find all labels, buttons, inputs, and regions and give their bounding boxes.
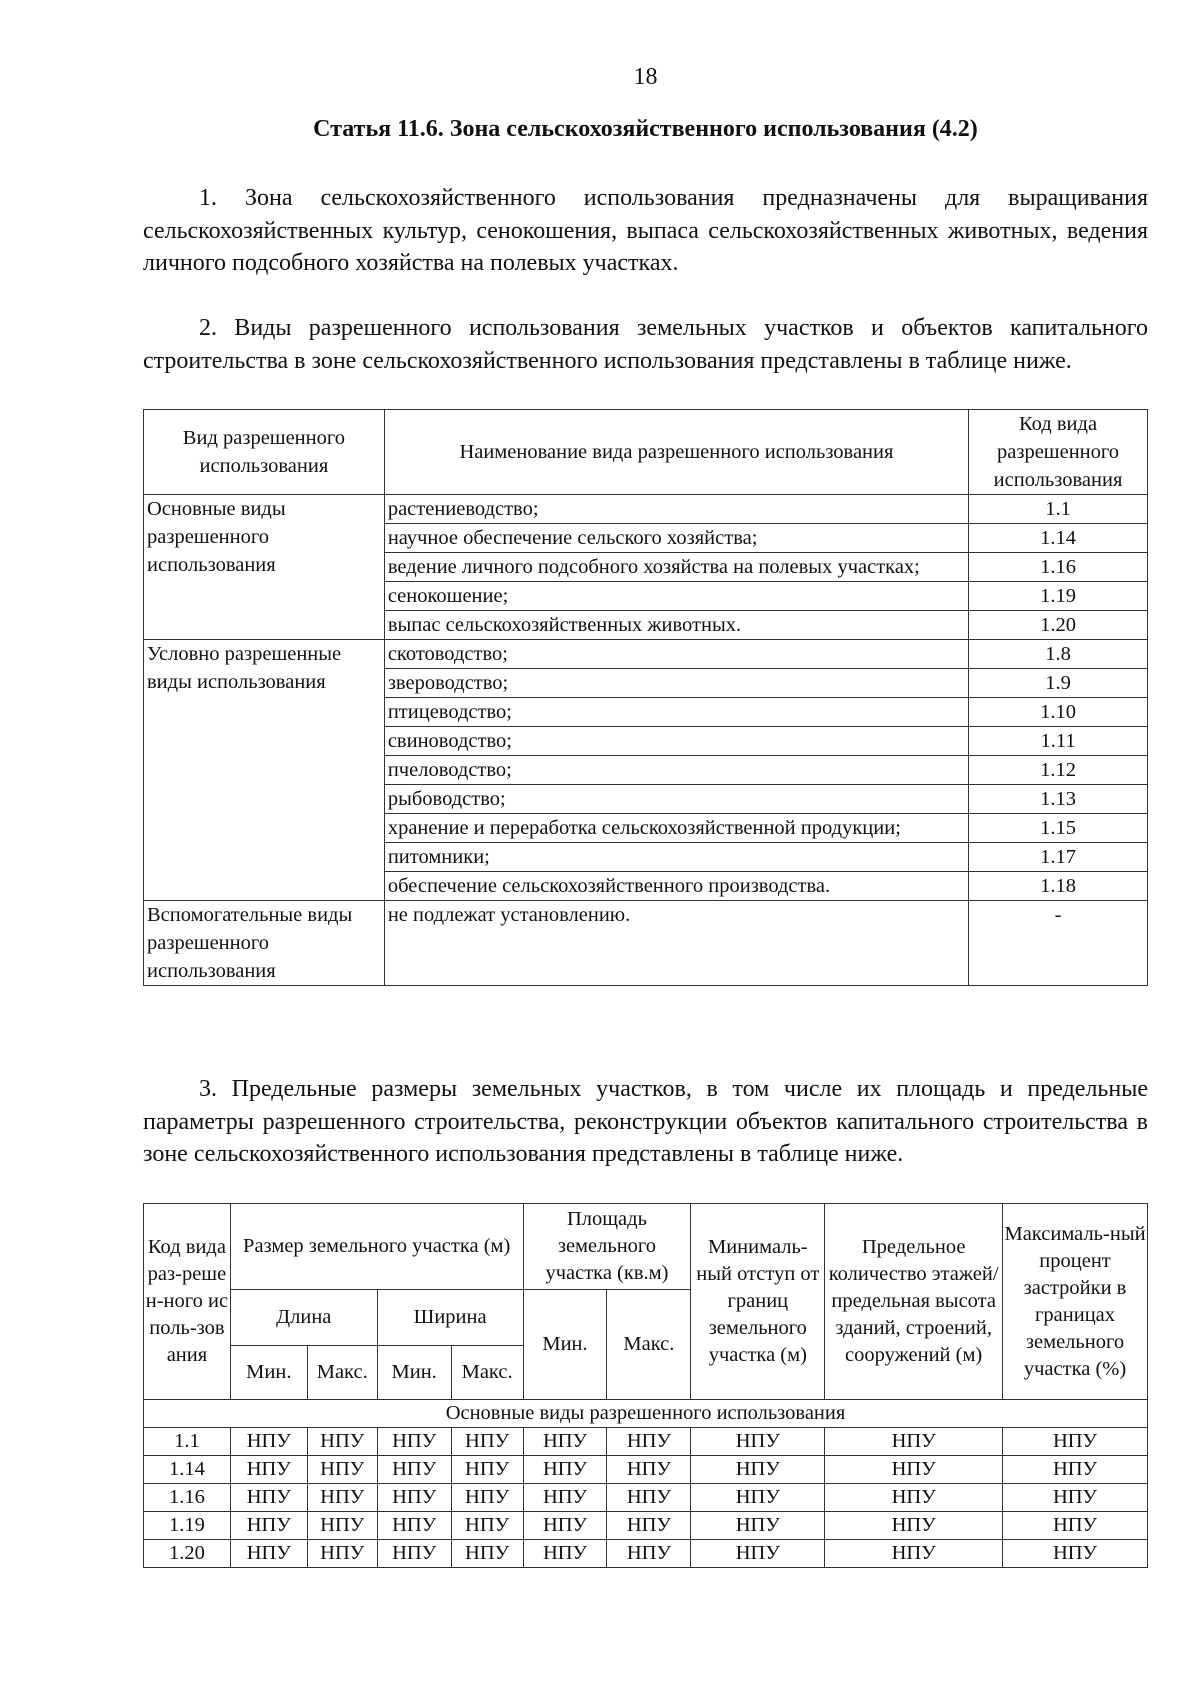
header-max-floors: Предельное количество этажей/ предельная высота зданий, строений, сооружений (м): [825, 1204, 1003, 1400]
use-code: 1.16: [969, 553, 1148, 582]
row-code: 1.19: [144, 1512, 231, 1540]
row-value: НПУ: [451, 1484, 523, 1512]
header-plot-size: Размер земельного участка (м): [230, 1204, 523, 1290]
row-value: НПУ: [523, 1456, 607, 1484]
row-code: 1.14: [144, 1456, 231, 1484]
section-label: Основные виды разрешенного использования: [144, 1400, 1148, 1428]
permitted-use-table: [143, 409, 1148, 986]
use-code: 1.1: [969, 495, 1148, 524]
use-name: научное обеспечение сельского хозяйства;: [384, 524, 968, 553]
row-value: НПУ: [230, 1428, 307, 1456]
row-value: НПУ: [825, 1456, 1003, 1484]
header-use-type: Вид разрешенного использования: [144, 410, 385, 495]
use-group-label: Условно разрешенные виды использования: [144, 640, 385, 901]
use-code: 1.14: [969, 524, 1148, 553]
row-value: НПУ: [523, 1484, 607, 1512]
row-value: НПУ: [307, 1456, 377, 1484]
row-code: 1.1: [144, 1428, 231, 1456]
use-code: 1.13: [969, 785, 1148, 814]
table-row: [144, 495, 1148, 524]
table-row: [144, 1428, 1148, 1456]
page-number: 18: [633, 64, 658, 90]
use-code: 1.8: [969, 640, 1148, 669]
row-value: НПУ: [523, 1428, 607, 1456]
row-value: НПУ: [691, 1512, 825, 1540]
row-value: НПУ: [691, 1540, 825, 1568]
use-code: 1.9: [969, 669, 1148, 698]
header-length-min: Мин.: [230, 1346, 307, 1400]
use-name: скотоводство;: [384, 640, 968, 669]
use-group-label: Основные виды разрешенного использования: [144, 495, 385, 640]
row-code: 1.20: [144, 1540, 231, 1568]
header-max-coverage: Максималь-ный процент застройки в границах земельного участка (%): [1003, 1204, 1148, 1400]
table-row: [144, 1512, 1148, 1540]
use-code: 1.15: [969, 814, 1148, 843]
row-value: НПУ: [1003, 1456, 1148, 1484]
row-code: 1.16: [144, 1484, 231, 1512]
row-value: НПУ: [607, 1512, 691, 1540]
use-name: ведение личного подсобного хозяйства на полевых участках;: [384, 553, 968, 582]
use-name: свиноводство;: [384, 727, 968, 756]
row-value: НПУ: [523, 1540, 607, 1568]
paragraph-2: 2. Виды разрешенного использования земельных участков и объектов капитального строительства в зоне сельскохозяйственного использования представлены в таблице ниже.: [143, 315, 1148, 374]
header-area-max: Макс.: [607, 1290, 691, 1400]
header-width-max: Макс.: [451, 1346, 523, 1400]
use-code: 1.18: [969, 872, 1148, 901]
row-value: НПУ: [377, 1484, 451, 1512]
use-code: 1.17: [969, 843, 1148, 872]
row-value: НПУ: [825, 1428, 1003, 1456]
header-use-code: Код вида разрешенного использования: [969, 410, 1148, 495]
use-code: 1.20: [969, 611, 1148, 640]
header-code: Код вида раз-решен-ного исполь-зования: [144, 1204, 231, 1400]
use-name: сенокошение;: [384, 582, 968, 611]
use-code: 1.19: [969, 582, 1148, 611]
row-value: НПУ: [230, 1456, 307, 1484]
row-value: НПУ: [230, 1512, 307, 1540]
use-name: обеспечение сельскохозяйственного производства.: [384, 872, 968, 901]
row-value: НПУ: [825, 1512, 1003, 1540]
row-value: НПУ: [451, 1512, 523, 1540]
use-code: -: [969, 901, 1148, 986]
use-name: не подлежат установлению.: [384, 901, 968, 986]
row-value: НПУ: [451, 1428, 523, 1456]
row-value: НПУ: [1003, 1484, 1148, 1512]
row-value: НПУ: [307, 1484, 377, 1512]
use-name: пчеловодство;: [384, 756, 968, 785]
use-name: птицеводство;: [384, 698, 968, 727]
row-value: НПУ: [607, 1428, 691, 1456]
row-value: НПУ: [825, 1484, 1003, 1512]
use-name: хранение и переработка сельскохозяйственной продукции;: [384, 814, 968, 843]
header-plot-area: Площадь земельного участка (кв.м): [523, 1204, 691, 1290]
article-title: Статья 11.6. Зона сельскохозяйственного использования (4.2): [313, 116, 978, 142]
permitted-use-table-body: [144, 495, 1148, 986]
paragraph-3: 3. Предельные размеры земельных участков, в том числе их площадь и предельные параметры разрешенного строительства, реконструкции объектов капитального строительства в зоне сельскохозяйственного использования представлены в таблице ниже.: [143, 1076, 1148, 1167]
row-value: НПУ: [1003, 1512, 1148, 1540]
row-value: НПУ: [607, 1540, 691, 1568]
use-code: 1.11: [969, 727, 1148, 756]
row-value: НПУ: [451, 1540, 523, 1568]
header-use-name: Наименование вида разрешенного использования: [384, 410, 968, 495]
use-name: звероводство;: [384, 669, 968, 698]
table-row: [144, 1456, 1148, 1484]
row-value: НПУ: [230, 1484, 307, 1512]
header-width: Ширина: [377, 1290, 523, 1346]
paragraph-1: 1. Зона сельскохозяйственного использования предназначены для выращивания сельскохозяйственных культур, сенокошения, выпаса сельскохозяйственных животных, ведения личного подсобного хозяйства на полевых участках.: [143, 185, 1148, 276]
row-value: НПУ: [825, 1540, 1003, 1568]
use-group-label: Вспомогательные виды разрешенного использования: [144, 901, 385, 986]
row-value: НПУ: [307, 1428, 377, 1456]
table-row: [144, 640, 1148, 669]
row-value: НПУ: [523, 1512, 607, 1540]
row-value: НПУ: [691, 1456, 825, 1484]
row-value: НПУ: [230, 1540, 307, 1568]
table-row: [144, 1484, 1148, 1512]
use-code: 1.10: [969, 698, 1148, 727]
row-value: НПУ: [377, 1428, 451, 1456]
use-name: выпас сельскохозяйственных животных.: [384, 611, 968, 640]
row-value: НПУ: [377, 1540, 451, 1568]
header-length-max: Макс.: [307, 1346, 377, 1400]
use-code: 1.12: [969, 756, 1148, 785]
header-width-min: Мин.: [377, 1346, 451, 1400]
use-name: рыбоводство;: [384, 785, 968, 814]
parameters-table-body: [144, 1400, 1148, 1568]
row-value: НПУ: [307, 1512, 377, 1540]
row-value: НПУ: [377, 1456, 451, 1484]
row-value: НПУ: [307, 1540, 377, 1568]
use-name: питомники;: [384, 843, 968, 872]
row-value: НПУ: [607, 1456, 691, 1484]
use-name: растениеводство;: [384, 495, 968, 524]
header-length: Длина: [230, 1290, 377, 1346]
row-value: НПУ: [1003, 1540, 1148, 1568]
table-row: [144, 1540, 1148, 1568]
row-value: НПУ: [451, 1456, 523, 1484]
header-area-min: Мин.: [523, 1290, 607, 1400]
row-value: НПУ: [377, 1512, 451, 1540]
parameters-table: [143, 1203, 1148, 1568]
table-row: [144, 901, 1148, 986]
row-value: НПУ: [691, 1428, 825, 1456]
row-value: НПУ: [607, 1484, 691, 1512]
row-value: НПУ: [691, 1484, 825, 1512]
header-min-setback: Минималь-ный отступ от границ земельного участка (м): [691, 1204, 825, 1400]
row-value: НПУ: [1003, 1428, 1148, 1456]
